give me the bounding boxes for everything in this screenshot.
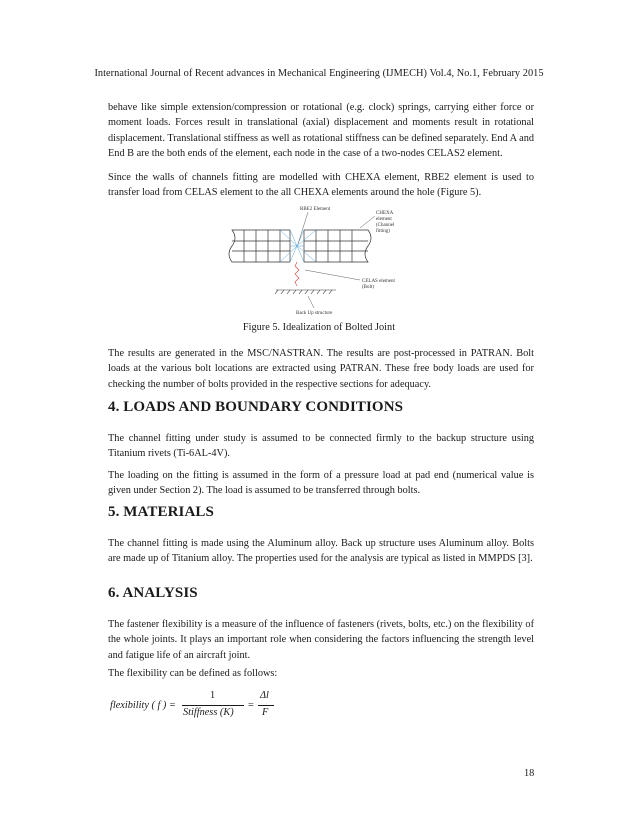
formula-denominator-1: Stiffness (K) [183, 707, 234, 718]
label-rbe2: RBE2 Element [300, 207, 331, 212]
celas-spring [295, 262, 299, 286]
fraction-bar-1 [182, 705, 244, 706]
heading-materials: 5. MATERIALS [108, 504, 214, 520]
formula-lhs: flexibility ( f ) = [110, 700, 176, 711]
backup-ground [275, 290, 336, 294]
formula-equals: = [248, 700, 254, 711]
left-chexa-block [229, 230, 290, 262]
paragraph-materials: The channel fitting is made using the Aluminum alloy. Back up structure uses Aluminum alloy. Bolts are made up of Titanium alloy. The properties used for the analysis are typical as listed in MMPDS [3]. [108, 538, 534, 565]
formula-denominator-2: F [262, 707, 269, 718]
formula-numerator-1: 1 [210, 690, 216, 701]
paragraph-flexibility: The fastener flexibility is a measure of the influence of fasteners (rivets, bolts, etc.) on the flexibility of the whole joints. It plays an important role when considering the factors influencing the strength level and fatigue life of an aircraft joint. [108, 619, 534, 661]
figure-caption: Figure 5. Idealization of Bolted Joint [242, 322, 396, 333]
paragraph-rivets: The channel fitting under study is assumed to be connected firmly to the backup structure using Titanium rivets (Ti-6AL-4V). [108, 433, 534, 460]
page-number: 18 [524, 768, 535, 779]
label-chexa-line4: fitting) [376, 229, 390, 234]
right-chexa-block [304, 230, 371, 262]
heading-analysis: 6. ANALYSIS [108, 585, 198, 601]
paragraph-definition: The flexibility can be defined as follows: [108, 668, 278, 679]
heading-loads: 4. LOADS AND BOUNDARY CONDITIONS [108, 399, 404, 415]
paragraph-rbe2: Since the walls of channels fitting are modelled with CHEXA element, RBE2 element is used to transfer load from CELAS element to the all CHEXA elements around the hole (Figure 5). [108, 172, 534, 199]
paragraph-loading: The loading on the fitting is assumed in the form of a pressure load at pad end (numerical value is given under Section 2). The load is assumed to be transferred through bolts. [108, 470, 534, 497]
flexibility-formula [110, 690, 310, 724]
formula-numerator-2: Δl [260, 690, 269, 701]
label-backup: Back Up structure [296, 311, 333, 316]
label-celas-line2: (Bolt) [362, 285, 374, 290]
label-chexa-line3: (Channel [376, 223, 395, 228]
running-header: International Journal of Recent advances in Mechanical Engineering (IJMECH) Vol.4, No.1, February 2015 [94, 68, 544, 79]
bolted-joint-figure [210, 200, 430, 320]
rbe2-spokes [280, 230, 316, 262]
label-celas-line1: CELAS element [362, 279, 395, 284]
label-chexa-line1: CHEXA [376, 211, 394, 216]
paragraph-results: The results are generated in the MSC/NASTRAN. The results are post-processed in PATRAN. Bolt loads at the various bolt locations are extracted using PATRAN. These free body loads are used for checking the number of bolts provided in the respective sections for adequacy. [108, 348, 534, 390]
paragraph-element-definition: behave like simple extension/compression or rotational (e.g. clock) springs, carrying either force or moment loads. Forces result in translational (axial) displacement and moments result in rotational displacement. Translational stiffness as well as rotational stiffness can be defined separately. End A and End B are the both ends of the element, each node in the case of a two-nodes CELAS2 element. [108, 102, 534, 159]
label-chexa-line2: element [376, 217, 392, 222]
fraction-bar-2 [258, 705, 274, 706]
